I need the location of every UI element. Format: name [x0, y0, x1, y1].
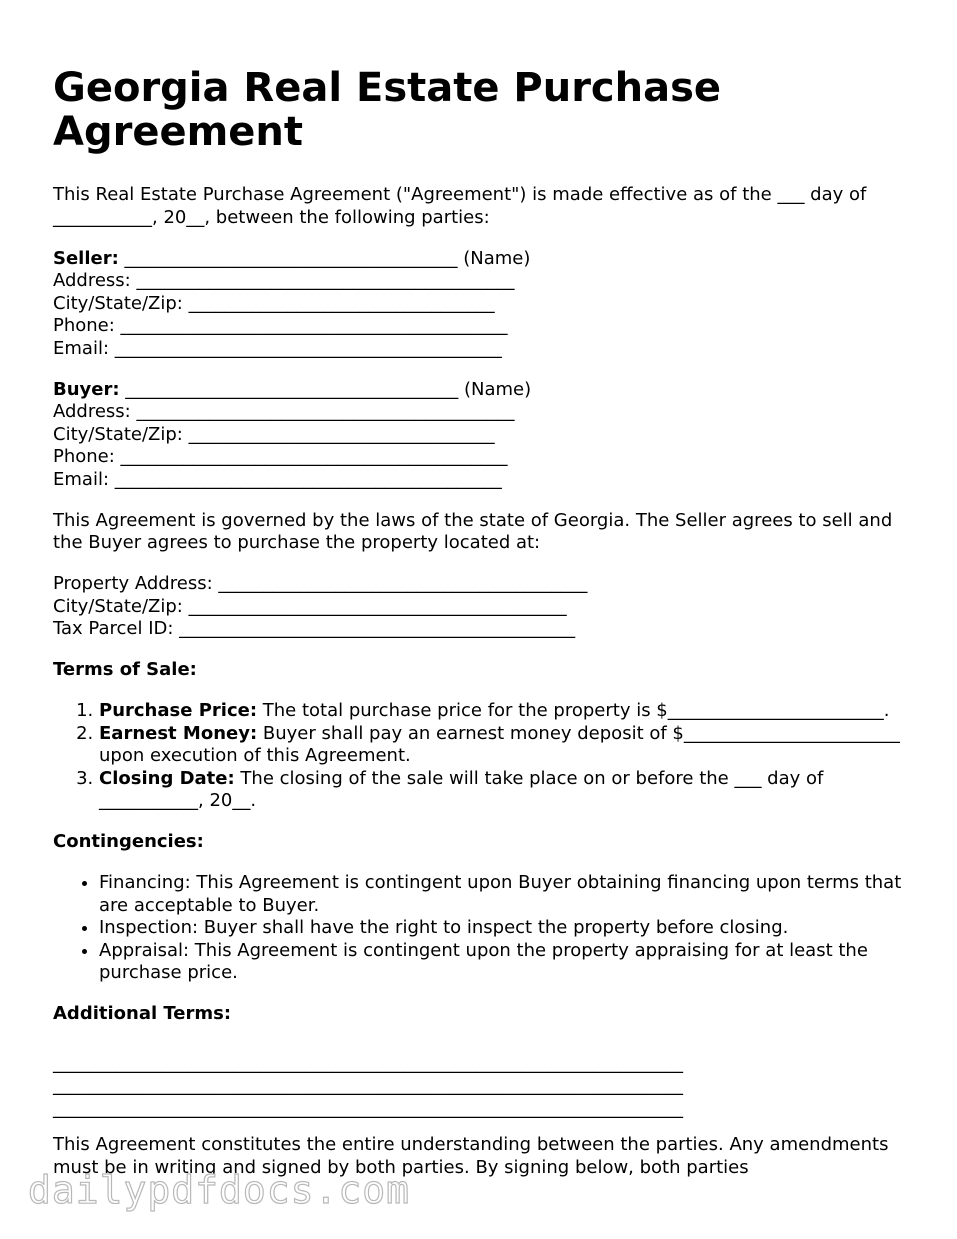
contingency-item: • Appraisal: This Agreement is contingent upon the property appraising for at least the purchase price.: [99, 940, 913, 985]
term-item: [99, 723, 913, 768]
buyer-address: Address: __________________________________________: [53, 401, 515, 422]
property-address: Property Address: _________________________________________: [53, 573, 588, 594]
property-city: City/State/Zip: __________________________________________: [53, 595, 567, 617]
buyer-block: [53, 379, 913, 492]
seller-city: City/State/Zip: __________________________________: [53, 292, 495, 314]
closing-paragraph: This Agreement constitutes the entire understanding between the parties. Any amendments must be in writing and signed by both parties. By signing below, both parties: [53, 1134, 889, 1178]
contingency-item: • Inspection: Buyer shall have the right to inspect the property before closing.: [99, 917, 913, 940]
intro-paragraph: This Real Estate Purchase Agreement ("Agreement") is made effective as of the ___ day of ___________, 20__, between the following parties:: [53, 184, 867, 228]
governed-paragraph: This Agreement is governed by the laws of the state of Georgia. The Seller agrees to sell and the Buyer agrees to purchase the property located at:: [53, 509, 893, 553]
buyer-city: City/State/Zip: __________________________________: [53, 423, 495, 445]
additional-terms-lines: [53, 1053, 913, 1121]
blank-line: ______________________________________________________________________: [53, 1097, 683, 1119]
watermark-text: dailypdfdocs.com: [28, 1168, 411, 1212]
contingency-item: • Financing: This Agreement is contingent upon Buyer obtaining financing upon terms that are acceptable to Buyer.: [99, 872, 913, 917]
buyer-phone: Phone: ___________________________________________: [53, 446, 508, 467]
buyer-label: Buyer:: [53, 378, 120, 400]
additional-terms-heading: Additional Terms:: [53, 1003, 232, 1024]
tax-parcel-id: Tax Parcel ID: ____________________________________________: [53, 618, 576, 639]
buyer-name-line: _____________________________________ (Name): [119, 378, 532, 400]
term-text: The total purchase price for the property is $________________________.: [257, 700, 890, 721]
contingencies-list: [53, 872, 913, 985]
term-item: [99, 768, 913, 813]
term-text: Buyer shall pay an earnest money deposit of $________________________ upon execution of this Agreement.: [99, 722, 900, 766]
term-label: Purchase Price:: [99, 700, 258, 721]
seller-phone: Phone: ___________________________________________: [53, 315, 508, 336]
seller-name-line: _____________________________________ (Name): [118, 247, 531, 269]
term-item: [99, 700, 913, 723]
seller-email: Email: ___________________________________________: [53, 337, 502, 359]
terms-heading: Terms of Sale:: [53, 659, 197, 680]
buyer-email: Email: ___________________________________________: [53, 468, 502, 490]
terms-list: [53, 700, 913, 813]
term-label: Closing Date:: [99, 767, 235, 789]
blank-line: ______________________________________________________________________: [53, 1075, 683, 1096]
document-title: Georgia Real Estate Purchase Agreement: [53, 65, 722, 155]
seller-address: Address: __________________________________________: [53, 270, 515, 291]
property-block: [53, 573, 913, 641]
seller-block: [53, 248, 913, 361]
document-page: [53, 66, 913, 1179]
blank-line: ______________________________________________________________________: [53, 1052, 683, 1074]
seller-label: Seller:: [53, 247, 119, 269]
term-text: The closing of the sale will take place on or before the ___ day of ___________, 20__.: [99, 767, 824, 811]
term-label: Earnest Money:: [99, 722, 258, 744]
contingencies-heading: Contingencies:: [53, 831, 204, 852]
